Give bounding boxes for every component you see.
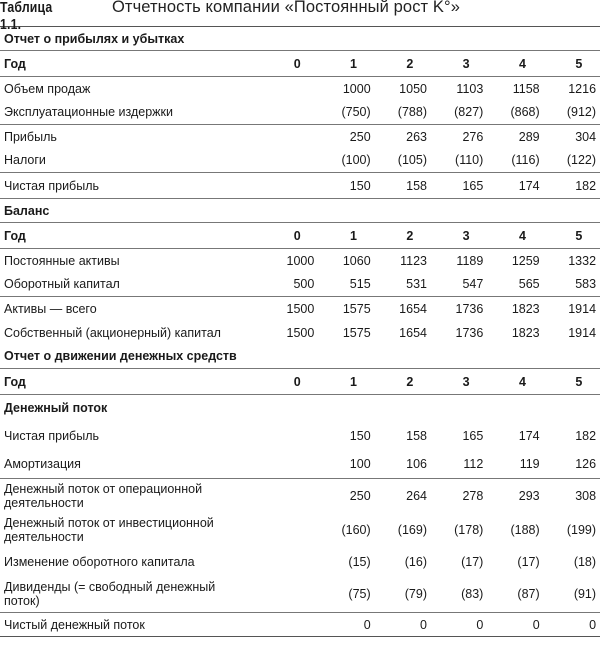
value-cell: (87) xyxy=(517,587,540,602)
year-header-cell: 0 xyxy=(262,369,318,395)
value-cell: 158 xyxy=(375,173,431,199)
value-cell: (100) xyxy=(341,153,371,168)
table-row xyxy=(0,77,600,101)
value-cell xyxy=(262,149,318,173)
value-cell: 289 xyxy=(487,125,543,149)
value-cell xyxy=(262,101,318,125)
value-cell: 278 xyxy=(431,479,487,513)
row-label xyxy=(0,513,262,547)
value-cell: 1500 xyxy=(262,297,318,321)
row-label-line: деятельности xyxy=(4,529,84,544)
year-header-cell: 1 xyxy=(318,223,374,249)
table-row xyxy=(0,395,600,421)
year-header-cell: 2 xyxy=(375,51,431,77)
value-cell: (169) xyxy=(397,522,427,537)
table-row xyxy=(0,451,600,479)
value-cell: 126 xyxy=(575,457,597,472)
value-cell: 1332 xyxy=(544,249,600,273)
value-cell xyxy=(262,451,318,479)
value-cell: 1823 xyxy=(511,325,540,340)
table-row xyxy=(0,223,600,249)
table-row xyxy=(0,369,600,395)
value-cell: (105) xyxy=(397,153,427,168)
value-cell: (868) xyxy=(510,105,540,120)
row-label: Объем продаж xyxy=(0,77,262,101)
value-cell: (18) xyxy=(573,554,597,569)
section-income-statement: Отчет о прибылях и убытках xyxy=(0,27,600,51)
value-cell: (122) xyxy=(566,153,597,168)
value-cell: 182 xyxy=(575,428,597,443)
value-cell: 531 xyxy=(406,277,427,292)
value-cell: 308 xyxy=(544,479,600,513)
year-header-cell: 4 xyxy=(487,51,543,77)
value-cell: 1259 xyxy=(487,249,543,273)
value-cell: 165 xyxy=(431,173,487,199)
value-cell: 182 xyxy=(544,173,600,199)
value-cell: 150 xyxy=(349,428,371,443)
value-cell: 165 xyxy=(462,428,484,443)
row-label: Постоянные активы xyxy=(0,249,262,273)
table-row xyxy=(0,421,600,451)
year-header-cell: 2 xyxy=(375,223,431,249)
year-header-cell: 3 xyxy=(431,51,487,77)
value-cell: 106 xyxy=(406,457,427,472)
table-row xyxy=(0,321,600,345)
table-row xyxy=(0,101,600,125)
table-body xyxy=(0,27,600,637)
value-cell: 158 xyxy=(406,428,427,443)
subsection-cash-flow: Денежный поток xyxy=(0,395,600,421)
table-row xyxy=(0,513,600,547)
value-cell: 0 xyxy=(375,613,431,637)
value-cell: 263 xyxy=(375,125,431,149)
value-cell: 174 xyxy=(487,173,543,199)
row-label: Чистая прибыль xyxy=(0,173,262,199)
value-cell: (827) xyxy=(454,105,484,120)
value-cell: (188) xyxy=(510,522,540,537)
year-header-cell: 4 xyxy=(487,223,543,249)
value-cell: 1000 xyxy=(318,77,374,101)
year-header-cell: 1 xyxy=(318,51,374,77)
table-row xyxy=(0,547,600,577)
value-cell: 250 xyxy=(318,479,374,513)
value-cell: 1500 xyxy=(286,325,315,340)
table-title: Отчетность компании «Постоянный рост K°» xyxy=(112,0,460,16)
value-cell: 276 xyxy=(431,125,487,149)
table-row xyxy=(0,479,600,513)
year-header-cell: 0 xyxy=(262,51,318,77)
value-cell: (79) xyxy=(404,587,427,602)
value-cell: 1000 xyxy=(262,249,318,273)
value-cell xyxy=(262,547,318,577)
section-cash-flow: Отчет о движении денежных средств xyxy=(4,349,237,364)
table-row xyxy=(0,613,600,637)
value-cell: 1654 xyxy=(375,297,431,321)
value-cell: (178) xyxy=(454,522,484,537)
financial-statements-table xyxy=(0,26,600,637)
value-cell: 112 xyxy=(463,457,484,472)
value-cell: (17) xyxy=(461,554,484,569)
value-cell: (83) xyxy=(461,587,484,602)
value-cell: (199) xyxy=(566,522,597,537)
value-cell: 1914 xyxy=(544,297,600,321)
row-label-line: Дивиденды (= свободный денежный xyxy=(4,580,216,595)
row-label-line: поток) xyxy=(4,594,40,609)
value-cell: 1216 xyxy=(544,77,600,101)
value-cell: 1736 xyxy=(431,297,487,321)
value-cell: 1158 xyxy=(487,77,543,101)
table-number: Таблица 1.1. xyxy=(0,0,53,33)
row-label-line: Денежный поток от инвестиционной xyxy=(4,515,214,530)
year-header-cell: 0 xyxy=(262,223,318,249)
table-row xyxy=(0,149,600,173)
value-cell: 565 xyxy=(518,277,540,292)
row-label: Изменение оборотного капитала xyxy=(4,554,195,569)
value-cell: (16) xyxy=(404,554,427,569)
row-label-line: Денежный поток от операционной xyxy=(4,481,203,496)
value-cell: (788) xyxy=(397,105,427,120)
table-row xyxy=(0,173,600,199)
year-header-cell: 1 xyxy=(318,369,374,395)
value-cell: 1060 xyxy=(318,249,374,273)
value-cell: 1575 xyxy=(342,325,371,340)
row-label: Чистая прибыль xyxy=(4,428,99,443)
row-label: Собственный (акционерный) капитал xyxy=(4,325,221,340)
value-cell: 293 xyxy=(487,479,543,513)
value-cell xyxy=(262,125,318,149)
value-cell: 1189 xyxy=(431,249,487,273)
value-cell: (116) xyxy=(511,153,540,168)
value-cell: (912) xyxy=(566,105,597,120)
row-label: Чистый денежный поток xyxy=(0,613,262,637)
value-cell: 250 xyxy=(318,125,374,149)
year-header-cell: 3 xyxy=(431,223,487,249)
value-cell: 583 xyxy=(575,277,597,292)
year-header-cell: 4 xyxy=(487,369,543,395)
value-cell: 0 xyxy=(487,613,543,637)
value-cell: (160) xyxy=(341,522,371,537)
year-header-cell: 5 xyxy=(544,223,600,249)
table-row xyxy=(0,199,600,223)
value-cell xyxy=(262,421,318,451)
row-label: Активы — всего xyxy=(0,297,262,321)
value-cell: 100 xyxy=(349,457,371,472)
table-row xyxy=(0,345,600,369)
value-cell: (17) xyxy=(517,554,540,569)
year-header-cell: 2 xyxy=(375,369,431,395)
value-cell: 1103 xyxy=(431,77,487,101)
value-cell: (750) xyxy=(341,105,371,120)
value-cell xyxy=(262,173,318,199)
table-row xyxy=(0,249,600,273)
value-cell: 1914 xyxy=(568,325,597,340)
row-label-line: деятельности xyxy=(4,495,84,510)
value-cell xyxy=(262,479,318,513)
row-label: Оборотный капитал xyxy=(4,277,120,292)
value-cell xyxy=(262,513,318,547)
row-label xyxy=(0,577,262,613)
table-row xyxy=(0,125,600,149)
value-cell: 119 xyxy=(519,457,540,472)
value-cell: 1654 xyxy=(399,325,427,340)
table-row xyxy=(0,577,600,613)
section-balance: Баланс xyxy=(0,199,600,223)
table-row xyxy=(0,27,600,51)
row-label xyxy=(0,479,262,513)
value-cell xyxy=(262,77,318,101)
value-cell: (91) xyxy=(573,587,597,602)
year-header-cell: 5 xyxy=(544,51,600,77)
row-label: Амортизация xyxy=(4,457,81,472)
value-cell: 150 xyxy=(318,173,374,199)
value-cell: 0 xyxy=(431,613,487,637)
value-cell: 547 xyxy=(462,277,484,292)
value-cell: 264 xyxy=(375,479,431,513)
row-label: Налоги xyxy=(4,153,46,168)
value-cell: (15) xyxy=(348,554,371,569)
value-cell: 174 xyxy=(518,428,540,443)
value-cell: 515 xyxy=(349,277,371,292)
value-cell: (75) xyxy=(348,587,371,602)
value-cell: 304 xyxy=(544,125,600,149)
table-row xyxy=(0,51,600,77)
value-cell: 0 xyxy=(318,613,374,637)
year-header-label: Год xyxy=(0,51,262,77)
table-row xyxy=(0,297,600,321)
year-header-cell: 3 xyxy=(431,369,487,395)
value-cell: 1575 xyxy=(318,297,374,321)
row-label: Прибыль xyxy=(0,125,262,149)
value-cell xyxy=(262,577,318,613)
table-caption xyxy=(0,0,600,33)
year-header-label: Год xyxy=(0,223,262,249)
value-cell: 1123 xyxy=(375,249,431,273)
value-cell: 1823 xyxy=(487,297,543,321)
row-label: Эксплуатационные издержки xyxy=(4,105,173,120)
year-header-label: Год xyxy=(0,369,262,395)
value-cell: 0 xyxy=(544,613,600,637)
value-cell: 500 xyxy=(293,277,315,292)
value-cell xyxy=(262,613,318,637)
value-cell: (110) xyxy=(455,153,484,168)
value-cell: 1736 xyxy=(455,325,484,340)
table-row xyxy=(0,273,600,297)
year-header-cell: 5 xyxy=(544,369,600,395)
value-cell: 1050 xyxy=(375,77,431,101)
